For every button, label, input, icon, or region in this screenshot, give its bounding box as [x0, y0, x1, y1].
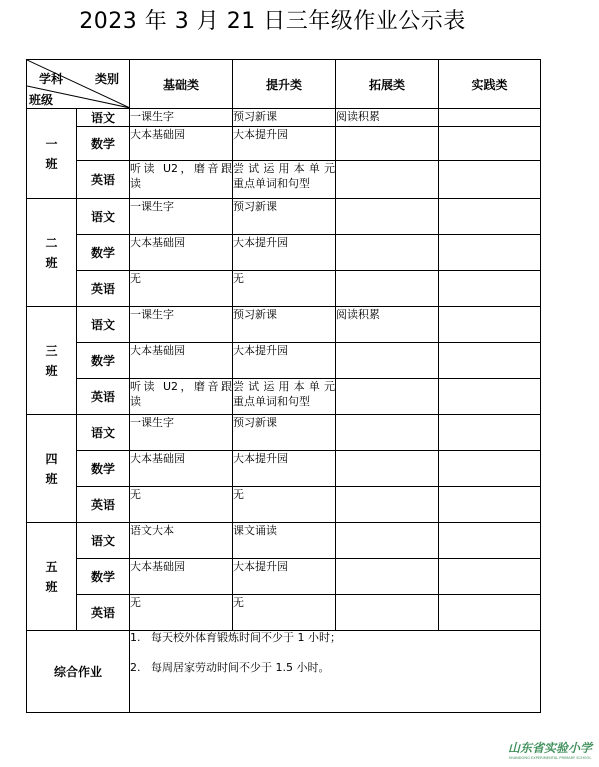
homework-cell-practice [439, 199, 541, 235]
subject-chinese-cell: 语文 [77, 307, 130, 343]
homework-cell-extended [336, 415, 439, 451]
logo-english-text: SHANDONG EXPERIMENTAL PRIMARY SCHOOL [508, 756, 592, 760]
homework-cell-basic [130, 595, 233, 631]
homework-cell-practice [439, 415, 541, 451]
subject-english-cell: 英语 [77, 161, 130, 199]
homework-cell-basic [130, 109, 233, 127]
subject-english-cell: 英语 [77, 271, 130, 307]
homework-text: 阅读积累 [336, 110, 380, 123]
homework-cell-extended [336, 161, 439, 199]
homework-text: 重点单词和句型 [233, 395, 310, 408]
table-row [27, 161, 541, 199]
homework-cell-extended [336, 109, 439, 127]
homework-table [26, 59, 541, 713]
subject-math-cell: 数学 [77, 559, 130, 595]
homework-cell-extended [336, 343, 439, 379]
homework-cell-extended [336, 307, 439, 343]
homework-cell-advanced [233, 415, 336, 451]
homework-cell-advanced [233, 559, 336, 595]
homework-cell-practice [439, 271, 541, 307]
homework-cell-practice [439, 379, 541, 415]
table-row [27, 523, 541, 559]
homework-text: 读 [130, 395, 141, 408]
corner-class-label: 班级 [29, 93, 54, 107]
subject-math-cell: 数学 [77, 343, 130, 379]
summary-content [130, 631, 541, 713]
class-name-char: 班 [45, 156, 58, 171]
homework-cell-extended [336, 559, 439, 595]
homework-text: 预习新课 [233, 416, 277, 429]
table-row [27, 127, 541, 161]
homework-text: 听读 U2，磨音跟 [130, 162, 232, 175]
homework-text: 大本提升园 [233, 452, 288, 465]
homework-text: 一课生字 [130, 110, 174, 123]
homework-text: 无 [130, 596, 141, 609]
class-name-char: 三 [45, 343, 58, 358]
homework-text: 大本基础园 [130, 236, 185, 249]
homework-cell-extended [336, 523, 439, 559]
homework-cell-basic [130, 127, 233, 161]
homework-text: 无 [130, 272, 141, 285]
class-name-char: 二 [45, 235, 58, 250]
class-name-cell [27, 415, 77, 523]
homework-cell-basic [130, 199, 233, 235]
subject-chinese-cell: 语文 [77, 523, 130, 559]
class-name-cell [27, 109, 77, 199]
homework-text: 无 [233, 272, 244, 285]
class-name-char: 班 [45, 579, 58, 594]
table-body [27, 109, 541, 713]
homework-cell-practice [439, 307, 541, 343]
homework-text: 一课生字 [130, 200, 174, 213]
homework-text: 预习新课 [233, 308, 277, 321]
table-row [27, 235, 541, 271]
homework-cell-advanced [233, 127, 336, 161]
homework-text: 语文大本 [130, 524, 174, 537]
school-logo [506, 738, 594, 762]
subject-math-cell: 数学 [77, 235, 130, 271]
table-row [27, 487, 541, 523]
table-row [27, 595, 541, 631]
homework-text: 大本基础园 [130, 560, 185, 573]
homework-cell-practice [439, 161, 541, 199]
homework-cell-basic [130, 415, 233, 451]
homework-cell-advanced [233, 109, 336, 127]
subject-math-cell: 数学 [77, 451, 130, 487]
logo-chinese-text: 山东省实验小学 [507, 741, 593, 755]
homework-text: 尝试运用本单元 [233, 162, 335, 175]
table-row [27, 271, 541, 307]
homework-cell-practice [439, 523, 541, 559]
class-name-char: 四 [45, 451, 58, 466]
summary-row [27, 631, 541, 713]
table-row [27, 343, 541, 379]
column-header-extended: 拓展类 [336, 60, 439, 109]
homework-text: 一课生字 [130, 416, 174, 429]
homework-cell-extended [336, 235, 439, 271]
homework-cell-advanced [233, 271, 336, 307]
homework-cell-advanced [233, 379, 336, 415]
class-name-char: 班 [45, 255, 58, 270]
class-name-char: 一 [45, 136, 58, 151]
homework-cell-basic [130, 487, 233, 523]
homework-cell-basic [130, 451, 233, 487]
homework-text: 读 [130, 177, 141, 190]
subject-english-cell: 英语 [77, 595, 130, 631]
class-name-char: 五 [45, 559, 58, 574]
homework-text: 大本提升园 [233, 344, 288, 357]
subject-english-cell: 英语 [77, 379, 130, 415]
table-row [27, 307, 541, 343]
homework-cell-practice [439, 343, 541, 379]
class-name-cell [27, 199, 77, 307]
homework-text: 课文诵读 [233, 524, 277, 537]
homework-cell-basic [130, 271, 233, 307]
homework-text: 大本提升园 [233, 560, 288, 573]
homework-cell-extended [336, 271, 439, 307]
summary-item: 1. 每天校外体育锻炼时间不少于 1 小时； [130, 631, 341, 644]
homework-cell-advanced [233, 487, 336, 523]
summary-label: 综合作业 [27, 631, 130, 713]
homework-text: 大本基础园 [130, 128, 185, 141]
homework-text: 一课生字 [130, 308, 174, 321]
homework-cell-basic [130, 559, 233, 595]
homework-cell-advanced [233, 343, 336, 379]
homework-cell-practice [439, 559, 541, 595]
page-title: 2023 年 3 月 21 日三年级作业公示表 [79, 9, 466, 34]
homework-cell-advanced [233, 451, 336, 487]
homework-cell-advanced [233, 235, 336, 271]
subject-english-cell: 英语 [77, 487, 130, 523]
table-row [27, 379, 541, 415]
homework-text: 大本基础园 [130, 344, 185, 357]
homework-cell-advanced [233, 595, 336, 631]
subject-chinese-cell: 语文 [77, 415, 130, 451]
homework-cell-extended [336, 379, 439, 415]
homework-text: 阅读积累 [336, 308, 380, 321]
table-row [27, 199, 541, 235]
homework-cell-extended [336, 127, 439, 161]
homework-text: 无 [233, 596, 244, 609]
homework-cell-basic [130, 235, 233, 271]
homework-cell-advanced [233, 161, 336, 199]
homework-text: 大本提升园 [233, 236, 288, 249]
homework-cell-extended [336, 199, 439, 235]
homework-cell-practice [439, 235, 541, 271]
homework-cell-basic [130, 523, 233, 559]
homework-cell-extended [336, 595, 439, 631]
homework-cell-advanced [233, 199, 336, 235]
homework-cell-practice [439, 595, 541, 631]
class-name-char: 班 [45, 363, 58, 378]
subject-chinese-cell: 语文 [77, 109, 130, 127]
homework-cell-practice [439, 127, 541, 161]
table-row [27, 415, 541, 451]
homework-text: 预习新课 [233, 110, 277, 123]
homework-text: 大本提升园 [233, 128, 288, 141]
class-name-char: 班 [45, 471, 58, 486]
homework-cell-practice [439, 109, 541, 127]
homework-cell-practice [439, 487, 541, 523]
class-name-cell [27, 307, 77, 415]
homework-text: 尝试运用本单元 [233, 380, 335, 393]
homework-cell-advanced [233, 523, 336, 559]
subject-chinese-cell: 语文 [77, 199, 130, 235]
header-corner-cell [27, 60, 130, 109]
homework-cell-advanced [233, 307, 336, 343]
table-row [27, 559, 541, 595]
homework-cell-extended [336, 451, 439, 487]
homework-text: 无 [233, 488, 244, 501]
homework-cell-basic [130, 161, 233, 199]
homework-cell-basic [130, 379, 233, 415]
homework-text: 预习新课 [233, 200, 277, 213]
corner-category-label: 类别 [95, 72, 120, 86]
class-name-cell [27, 523, 77, 631]
homework-cell-basic [130, 307, 233, 343]
column-header-basic: 基础类 [130, 60, 233, 109]
summary-item: 2. 每周居家劳动时间不少于 1.5 小时。 [130, 661, 330, 674]
homework-text: 无 [130, 488, 141, 501]
homework-cell-basic [130, 343, 233, 379]
homework-cell-extended [336, 487, 439, 523]
homework-text: 大本基础园 [130, 452, 185, 465]
column-header-advanced: 提升类 [233, 60, 336, 109]
table-row [27, 451, 541, 487]
homework-text: 听读 U2，磨音跟 [130, 380, 232, 393]
homework-text: 重点单词和句型 [233, 177, 310, 190]
corner-subject-label: 学科 [39, 72, 64, 86]
column-header-practice: 实践类 [439, 60, 541, 109]
subject-math-cell: 数学 [77, 127, 130, 161]
table-row [27, 109, 541, 127]
homework-cell-practice [439, 451, 541, 487]
